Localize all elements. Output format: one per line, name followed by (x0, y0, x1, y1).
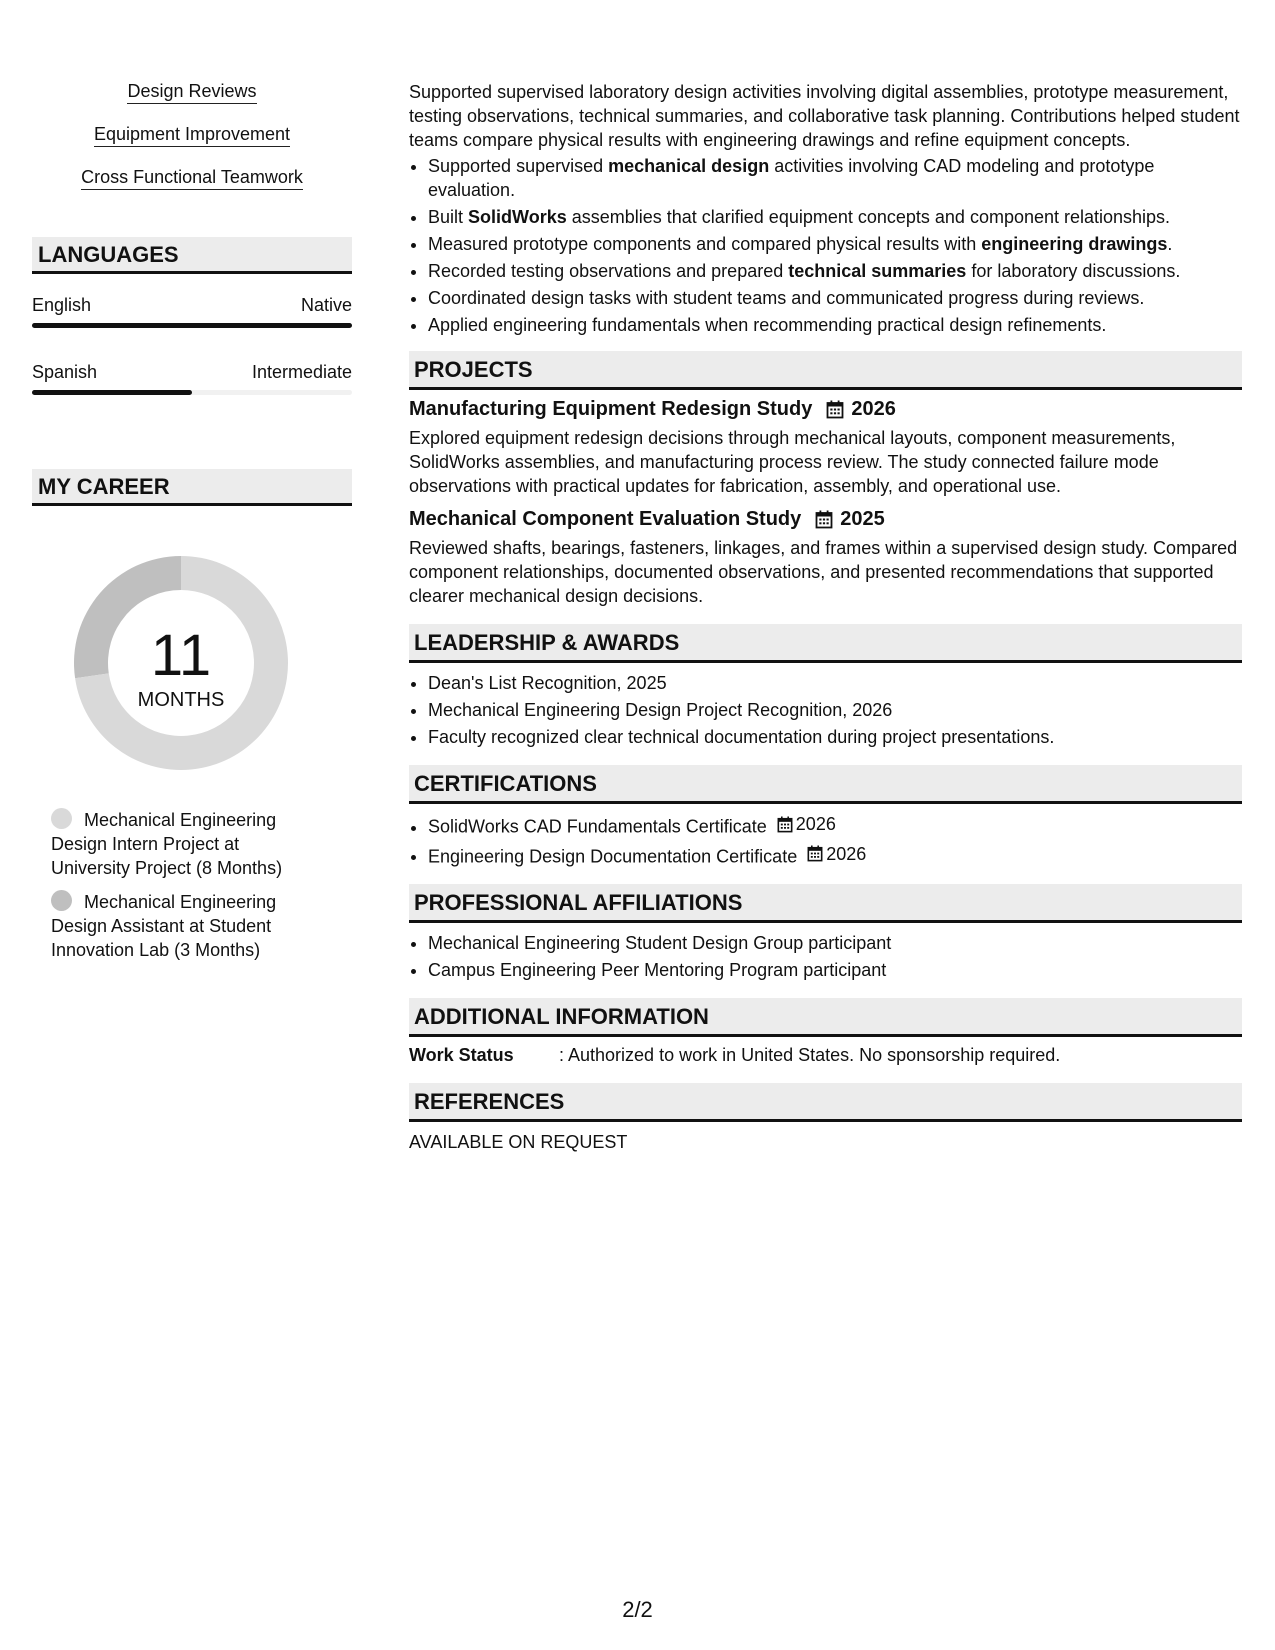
award-item: • Faculty recognized clear technical documentation during project presentations. (428, 725, 1242, 749)
work-status-row (409, 1043, 1242, 1067)
experience-bullet: • Applied engineering fundamentals when recommending practical design refinements. (428, 313, 1242, 337)
experience-bullet: • Built SolidWorks assemblies that clarified equipment concepts and component relationships. (428, 205, 1242, 229)
certifications-list (409, 812, 1242, 868)
projects-heading: PROJECTS (409, 351, 1242, 390)
language-spanish (32, 361, 352, 395)
career-total: 11 (150, 623, 212, 688)
experience-bullet: • Recorded testing observations and prepared technical summaries for laboratory discussions. (428, 259, 1242, 283)
career-heading: MY CAREER (32, 469, 352, 506)
project-item (409, 506, 1242, 608)
calendar-icon (807, 845, 823, 862)
language-proficiency-fill (32, 323, 352, 328)
career-unit: MONTHS (137, 689, 225, 711)
affiliation-item: • Mechanical Engineering Student Design Group participant (428, 931, 1242, 955)
career-legend-item (51, 890, 311, 962)
project-name: Mechanical Component Evaluation Study (409, 508, 802, 530)
certification-name: SolidWorks CAD Fundamentals Certificate (428, 816, 767, 837)
certification-name: Engineering Design Documentation Certificate (428, 846, 798, 866)
language-level: Intermediate (251, 362, 352, 382)
skills-list (32, 80, 352, 209)
languages-heading: LANGUAGES (32, 237, 352, 274)
language-proficiency-bar (32, 323, 352, 328)
project-year: 2026 (851, 398, 896, 420)
career-legend-text: Mechanical Engineering Design Assistant at Student Innovation Lab (3 Months) (51, 892, 277, 960)
work-status-label: Work Status (409, 1045, 514, 1065)
award-item: • Mechanical Engineering Design Project Recognition, 2026 (428, 698, 1242, 722)
language-proficiency-fill (32, 390, 192, 395)
awards-list (409, 671, 1242, 749)
right-column (409, 80, 1242, 1154)
skill-item: Equipment Improvement (94, 123, 290, 147)
certification-year: 2026 (795, 814, 836, 834)
certification-year: 2026 (826, 843, 867, 864)
award-item: • Dean's List Recognition, 2025 (428, 671, 1242, 695)
language-proficiency-bar (32, 390, 352, 395)
experience-bullet: • Measured prototype components and compared physical results with engineering drawings. (428, 232, 1242, 256)
certifications-heading: CERTIFICATIONS (409, 765, 1242, 804)
project-year: 2025 (840, 508, 885, 530)
experience-bullet: • Coordinated design tasks with student teams and communicated progress during reviews. (428, 286, 1242, 310)
career-legend (51, 808, 311, 962)
skill-item: Design Reviews (127, 80, 256, 104)
language-english (32, 294, 352, 328)
language-name: English (32, 295, 92, 315)
work-status-value: : Authorized to work in United States. No sponsorship required. (559, 1045, 1061, 1065)
experience-bullets (409, 154, 1242, 337)
project-description: Reviewed shafts, bearings, fasteners, linkages, and frames within a supervised design study. Compared component relationships, documented observations, and presented recommendations that supported clearer mechanical design decisions. (409, 538, 1238, 606)
experience-summary: Supported supervised laboratory design activities involving digital assemblies, prototype measurement, testing observations, technical summaries, and collaborative task planning. Contributions helped student teams compare physical results with engineering drawings and refine equipment concepts. (409, 82, 1240, 150)
affiliations-list (409, 931, 1242, 982)
career-legend-text: Mechanical Engineering Design Intern Project at University Project (8 Months) (51, 810, 283, 878)
page-number: 2/2 (622, 1597, 653, 1622)
references-heading: REFERENCES (409, 1083, 1242, 1122)
references-text: AVAILABLE ON REQUEST (409, 1132, 628, 1152)
experience-bullet: • Supported supervised mechanical design activities involving CAD modeling and prototype evaluation. (428, 154, 1242, 202)
calendar-icon (815, 510, 833, 529)
certification-item (428, 842, 1242, 869)
language-name: Spanish (32, 362, 98, 382)
left-column (32, 80, 352, 972)
certification-item (428, 812, 1242, 839)
calendar-icon (777, 816, 793, 833)
legend-dot-icon (51, 808, 72, 829)
awards-heading: LEADERSHIP & AWARDS (409, 624, 1242, 663)
project-description: Explored equipment redesign decisions through mechanical layouts, component measurements, SolidWorks assemblies, and manufacturing process review. The study connected failure mode observations with practical updates for fabrication, assembly, and operational use. (409, 428, 1176, 496)
calendar-icon (826, 400, 844, 419)
language-level: Native (300, 295, 352, 315)
affiliations-heading: PROFESSIONAL AFFILIATIONS (409, 884, 1242, 923)
affiliation-item: • Campus Engineering Peer Mentoring Program participant (428, 958, 1242, 982)
career-legend-item (51, 808, 311, 880)
project-item (409, 396, 1242, 498)
project-name: Manufacturing Equipment Redesign Study (409, 398, 813, 420)
career-donut-chart (66, 548, 296, 778)
skill-item: Cross Functional Teamwork (81, 166, 303, 190)
legend-dot-icon (51, 890, 72, 911)
additional-info-heading: ADDITIONAL INFORMATION (409, 998, 1242, 1037)
